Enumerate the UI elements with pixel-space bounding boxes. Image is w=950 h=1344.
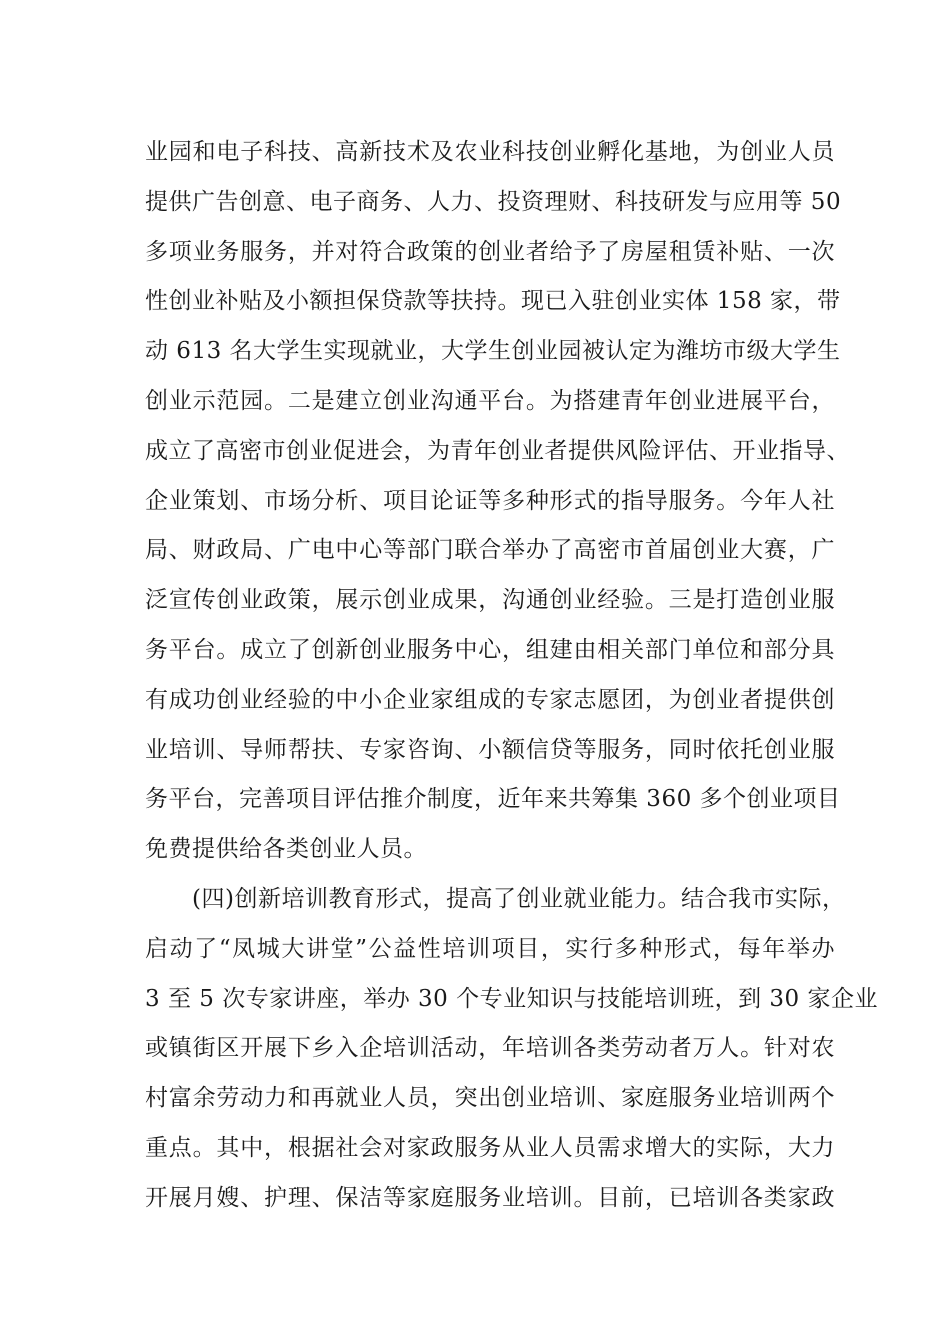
- text-line-6: 创业示范园。二是建立创业沟通平台。为搭建青年创业进展平台，: [145, 388, 835, 414]
- text-line-1: 业园和电子科技、高新技术及农业科技创业孵化基地，为创业人员: [145, 139, 835, 165]
- text-line-11: 务平台。成立了创新创业服务中心，组建由相关部门单位和部分具: [145, 637, 835, 663]
- text-line-16: (四)创新培训教育形式，提高了创业就业能力。结合我市实际，: [192, 886, 846, 912]
- text-line-9: 局、财政局、广电中心等部门联合举办了高密市首届创业大赛，广: [145, 537, 835, 563]
- text-line-14: 务平台，完善项目评估推介制度，近年来共筹集 360 多个创业项目: [145, 786, 841, 812]
- text-line-19: 或镇街区开展下乡入企培训活动，年培训各类劳动者万人。针对农: [145, 1035, 835, 1061]
- text-line-8: 企业策划、市场分析、项目论证等多种形式的指导服务。今年人社: [145, 488, 835, 514]
- text-line-15: 免费提供给各类创业人员。: [145, 836, 427, 862]
- text-line-13: 业培训、导师帮扶、专家咨询、小额信贷等服务，同时依托创业服: [145, 737, 835, 763]
- text-line-21: 重点。其中，根据社会对家政服务从业人员需求增大的实际，大力: [145, 1135, 835, 1161]
- text-line-4: 性创业补贴及小额担保贷款等扶持。现已入驻创业实体 158 家，带: [145, 288, 841, 314]
- text-line-12: 有成功创业经验的中小企业家组成的专家志愿团，为创业者提供创: [145, 687, 835, 713]
- text-line-22: 开展月嫂、护理、保洁等家庭服务业培训。目前，已培训各类家政: [145, 1185, 835, 1211]
- text-line-5: 动 613 名大学生实现就业，大学生创业园被认定为潍坊市级大学生: [145, 338, 841, 364]
- text-line-17: 启动了“凤城大讲堂”公益性培训项目，实行多种形式，每年举办: [145, 936, 835, 962]
- text-line-7: 成立了高密市创业促进会，为青年创业者提供风险评估、开业指导、: [145, 438, 850, 464]
- text-line-3: 多项业务服务，并对符合政策的创业者给予了房屋租赁补贴、一次: [145, 239, 835, 265]
- text-line-18: 3 至 5 次专家讲座，举办 30 个专业知识与技能培训班，到 30 家企业: [145, 986, 878, 1012]
- text-line-20: 村富余劳动力和再就业人员，突出创业培训、家庭服务业培训两个: [145, 1085, 835, 1111]
- text-line-10: 泛宣传创业政策，展示创业成果，沟通创业经验。三是打造创业服: [145, 587, 835, 613]
- text-line-2: 提供广告创意、电子商务、人力、投资理财、科技研发与应用等 50: [145, 189, 842, 215]
